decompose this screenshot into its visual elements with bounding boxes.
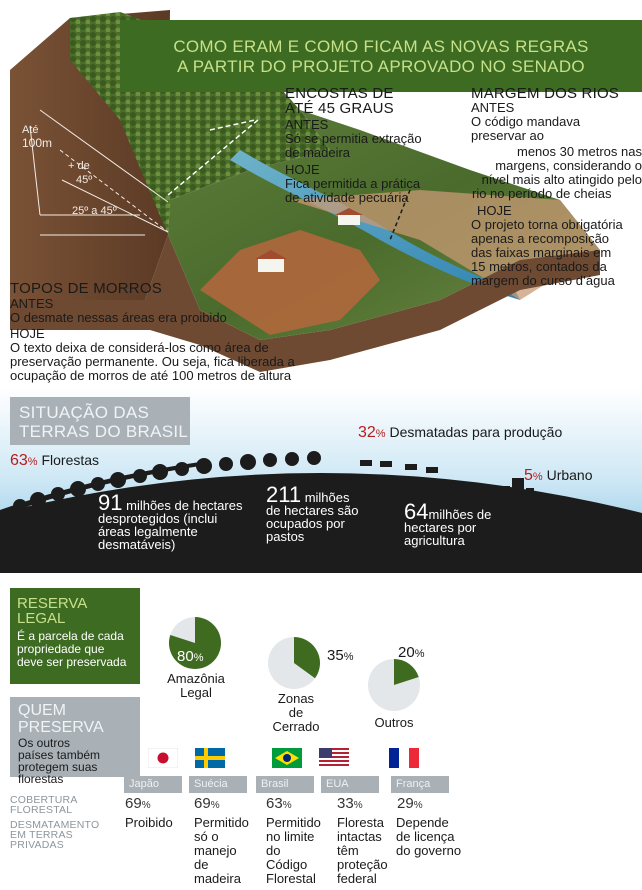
defo-brasil-line-4: Código bbox=[266, 857, 308, 872]
cobertura-row-label-2: FLORESTAL bbox=[10, 804, 73, 816]
florestas-label: Florestas bbox=[41, 452, 100, 468]
defo-brasil-line-5: Florestal bbox=[266, 871, 316, 886]
cobertura-row-label-1: COBERTURA bbox=[10, 794, 78, 806]
cover-suecia bbox=[194, 795, 220, 812]
margem-antes-text-4: margens, considerando o bbox=[495, 158, 642, 173]
pie-amazonia-pct-unit: % bbox=[193, 652, 204, 664]
pie-cerrado-label-3: Cerrado bbox=[272, 719, 320, 734]
margem-antes-text-1: O código mandava bbox=[471, 114, 581, 129]
urbano-stat bbox=[524, 467, 593, 485]
range-label: 25º a 45º bbox=[72, 205, 117, 217]
title-banner bbox=[120, 20, 642, 92]
margem-title: MARGEM DOS RIOS bbox=[471, 85, 620, 102]
country-tab-japao: Japão bbox=[124, 776, 182, 793]
desmatamento-row-label-1: DESMATAMENTO bbox=[10, 819, 100, 831]
defo-eua bbox=[337, 816, 388, 886]
topos-hoje-text-1: O texto deixa de considerá-los como área de bbox=[10, 340, 269, 355]
margem-antes-text-5: nível mais alto atingido pelo bbox=[481, 172, 642, 187]
pastos-text-4: pastos bbox=[266, 529, 305, 544]
desmatadas-unit: % bbox=[375, 428, 386, 440]
cover-eua-num: 33 bbox=[337, 795, 354, 812]
pie-cerrado-label-2: de bbox=[288, 705, 304, 720]
pie-outros-pct-unit: % bbox=[414, 648, 425, 660]
encostas-title-1: ENCOSTAS DE bbox=[285, 85, 394, 102]
encostas-hoje-label: HOJE bbox=[285, 162, 320, 177]
brazil-flag-icon bbox=[272, 748, 302, 768]
cover-franca-num: 29 bbox=[397, 795, 414, 812]
defo-eua-line-2: intactas bbox=[337, 829, 382, 844]
margem-antes-text-2: preservar ao bbox=[471, 128, 544, 143]
usa-flag-icon bbox=[319, 748, 349, 768]
margem-hoje-text-2: apenas a recomposição bbox=[471, 231, 610, 246]
defo-franca bbox=[396, 816, 461, 858]
quem-desc bbox=[18, 737, 100, 785]
plus-45-label-b: 45º bbox=[76, 174, 93, 186]
desprotegidos-text-2: desprotegidos (inclui bbox=[98, 511, 218, 526]
reserva-title-2: LEGAL bbox=[17, 610, 66, 627]
situacao-title-1: SITUAÇÃO DAS bbox=[19, 403, 150, 422]
desmatamento-row-label-2: EM TERRAS bbox=[10, 829, 73, 841]
desmatadas-pct: 32 bbox=[358, 424, 376, 441]
pie-outros-label-1: Outros bbox=[374, 715, 414, 730]
desprotegidos-stat bbox=[98, 490, 268, 552]
margem-hoje-block bbox=[471, 204, 642, 288]
florestas-stat bbox=[10, 452, 99, 470]
cover-suecia-unit: % bbox=[210, 800, 220, 811]
quem-desc-1: Os outros bbox=[18, 736, 71, 750]
defo-brasil-line-3: do bbox=[266, 843, 281, 858]
pie-outros-label bbox=[354, 716, 434, 730]
desprotegidos-num: 91 bbox=[98, 490, 123, 515]
defo-eua-line-5: federal bbox=[337, 871, 377, 886]
defo-eua-line-1: Floresta bbox=[337, 815, 384, 830]
pie-cerrado-pct bbox=[327, 647, 353, 664]
topos-title: TOPOS DE MORROS bbox=[10, 280, 162, 297]
florestas-unit: % bbox=[27, 456, 38, 468]
defo-eua-line-4: proteção bbox=[337, 857, 388, 872]
pie-outros bbox=[367, 658, 421, 712]
banner-title-line-1: COMO ERAM E COMO FICAM AS NOVAS REGRAS bbox=[173, 37, 589, 56]
reserva-box bbox=[10, 588, 140, 684]
height-value: 100m bbox=[22, 136, 53, 150]
pastos-text-3: ocupados por bbox=[266, 516, 345, 531]
desprotegidos-text-4: desmatáveis) bbox=[98, 537, 176, 552]
situacao-title-2: TERRAS DO BRASIL bbox=[19, 422, 189, 441]
desmatadas-stat bbox=[358, 424, 562, 442]
cover-eua-unit: % bbox=[353, 800, 363, 811]
defo-brasil-line-2: no limite bbox=[266, 829, 315, 844]
margem-antes-block bbox=[414, 145, 642, 201]
pie-amazonia-label-1: Amazônia bbox=[167, 671, 225, 686]
pastos-num: 211 bbox=[266, 482, 302, 507]
encostas-antes-text-2: de madeira bbox=[285, 145, 351, 160]
pie-cerrado-pct-num: 35 bbox=[327, 647, 344, 664]
encostas-hoje-text-2: de atividade pecuária bbox=[285, 190, 409, 205]
plus-45-label-a: + de bbox=[68, 160, 90, 172]
cobertura-row-label bbox=[10, 795, 78, 815]
pie-outros-pct-num: 20 bbox=[398, 644, 415, 661]
pie-outros-pct bbox=[398, 644, 424, 661]
pie-cerrado bbox=[267, 636, 321, 690]
quem-title-1: QUEM bbox=[18, 702, 66, 719]
agricultura-text-3: agricultura bbox=[404, 533, 465, 548]
pastos-text-1: milhões bbox=[304, 490, 350, 505]
pie-cerrado-pct-unit: % bbox=[343, 651, 354, 663]
defo-brasil-line-1: Permitido bbox=[266, 815, 321, 830]
pie-amazonia-pct bbox=[177, 648, 203, 665]
country-tab-franca: França bbox=[391, 776, 449, 793]
defo-franca-line-3: do governo bbox=[396, 843, 462, 858]
margem-hoje-text-5: margem do curso d’água bbox=[471, 273, 615, 288]
margem-antes-label: ANTES bbox=[471, 100, 515, 115]
cover-franca-unit: % bbox=[413, 800, 423, 811]
pie-amazonia-label-2: Legal bbox=[180, 685, 212, 700]
encostas-hoje-text-1: Fica permitida a prática bbox=[285, 176, 421, 191]
cover-japao-num: 69 bbox=[125, 795, 142, 812]
quem-box bbox=[10, 697, 140, 786]
defo-japao-line-1: Proibido bbox=[125, 815, 173, 830]
banner-title-line-2: A PARTIR DO PROJETO APROVADO NO SENADO bbox=[177, 57, 585, 76]
reserva-desc-2: propriedade que bbox=[17, 642, 105, 656]
agricultura-stat bbox=[404, 499, 534, 548]
urbano-pct: 5 bbox=[524, 467, 533, 484]
pie-amazonia-pct-num: 80 bbox=[177, 648, 194, 665]
pastos-text-2: de hectares são bbox=[266, 503, 359, 518]
topos-antes-text: O desmate nessas áreas era proibido bbox=[10, 310, 227, 325]
desprotegidos-text-1: milhões de hectares bbox=[126, 498, 243, 513]
encostas-title-2: ATÉ 45 GRAUS bbox=[285, 100, 394, 117]
topos-hoje-label: HOJE bbox=[10, 326, 45, 341]
quem-desc-2: países também bbox=[18, 748, 101, 762]
defo-suecia-line-1: Permitido bbox=[194, 815, 249, 830]
margem-hoje-label: HOJE bbox=[477, 203, 512, 218]
margem-antes-text-3: menos 30 metros nas bbox=[516, 144, 642, 159]
quem-title-2: PRESERVA bbox=[18, 719, 104, 736]
cover-eua bbox=[337, 795, 363, 812]
france-flag-icon bbox=[389, 748, 419, 768]
cover-brasil-unit: % bbox=[282, 800, 292, 811]
quem-desc-3: protegem suas bbox=[18, 760, 98, 774]
cover-franca bbox=[397, 795, 423, 812]
desmatamento-row-label bbox=[10, 820, 99, 850]
topos-annotation bbox=[10, 281, 310, 383]
margem-hoje-text-4: 15 metros, contados da bbox=[471, 259, 607, 274]
margem-hoje-text-1: O projeto torna obrigatória bbox=[471, 217, 623, 232]
margem-annotation bbox=[471, 86, 642, 143]
defo-franca-line-2: de licença bbox=[396, 829, 455, 844]
cover-brasil-num: 63 bbox=[266, 795, 283, 812]
pastos-stat bbox=[266, 482, 386, 544]
defo-japao bbox=[125, 816, 173, 830]
sweden-flag-icon bbox=[195, 748, 225, 768]
defo-suecia-line-4: de bbox=[194, 857, 209, 872]
defo-suecia-line-2: só o bbox=[194, 829, 219, 844]
urbano-unit: % bbox=[532, 471, 543, 483]
urbano-label: Urbano bbox=[546, 467, 593, 483]
defo-suecia bbox=[194, 816, 249, 886]
country-tab-eua: EUA bbox=[321, 776, 379, 793]
topos-antes-label: ANTES bbox=[10, 296, 54, 311]
situacao-title-box bbox=[10, 397, 190, 445]
country-tab-brasil: Brasil bbox=[256, 776, 314, 793]
reserva-desc bbox=[17, 630, 126, 669]
quem-desc-4: florestas bbox=[18, 772, 64, 786]
pie-cerrado-label-1: Zonas bbox=[277, 691, 315, 706]
defo-eua-line-3: têm bbox=[337, 843, 359, 858]
topos-hoje-text-3: ocupação de morros de até 100 metros de altura bbox=[10, 368, 292, 383]
desmatadas-label: Desmatadas para produção bbox=[389, 424, 563, 440]
cover-brasil bbox=[266, 795, 292, 812]
topos-hoje-text-2: preservação permanente. Ou seja, fica liberada a bbox=[10, 354, 295, 369]
defo-franca-line-1: Depende bbox=[396, 815, 449, 830]
cover-suecia-num: 69 bbox=[194, 795, 211, 812]
margem-hoje-text-3: das faixas marginais em bbox=[471, 245, 612, 260]
desprotegidos-text-3: áreas legalmente bbox=[98, 524, 198, 539]
margem-antes-text-6: rio no período de cheias bbox=[472, 186, 612, 201]
defo-brasil bbox=[266, 816, 321, 886]
defo-suecia-line-3: manejo bbox=[194, 843, 237, 858]
reserva-title-1: RESERVA bbox=[17, 595, 88, 612]
encostas-antes-label: ANTES bbox=[285, 117, 329, 132]
country-tab-suecia: Suécia bbox=[189, 776, 247, 793]
pie-cerrado-label bbox=[256, 692, 336, 734]
pie-amazonia-label bbox=[156, 672, 236, 700]
encostas-antes-text-1: Só se permitia extração bbox=[285, 131, 422, 146]
reserva-desc-1: É a parcela de cada bbox=[17, 629, 124, 643]
height-label: Até bbox=[22, 124, 39, 136]
agricultura-num: 64 bbox=[404, 499, 429, 524]
agricultura-text-2: hectares por bbox=[404, 520, 477, 535]
defo-suecia-line-5: madeira bbox=[194, 871, 241, 886]
cover-japao bbox=[125, 795, 151, 812]
japan-flag-icon bbox=[148, 748, 178, 768]
florestas-pct: 63 bbox=[10, 452, 28, 469]
desmatamento-row-label-3: PRIVADAS bbox=[10, 839, 64, 851]
cover-japao-unit: % bbox=[141, 800, 151, 811]
reserva-desc-3: deve ser preservada bbox=[17, 655, 127, 669]
agricultura-text-1: milhões de bbox=[428, 507, 492, 522]
